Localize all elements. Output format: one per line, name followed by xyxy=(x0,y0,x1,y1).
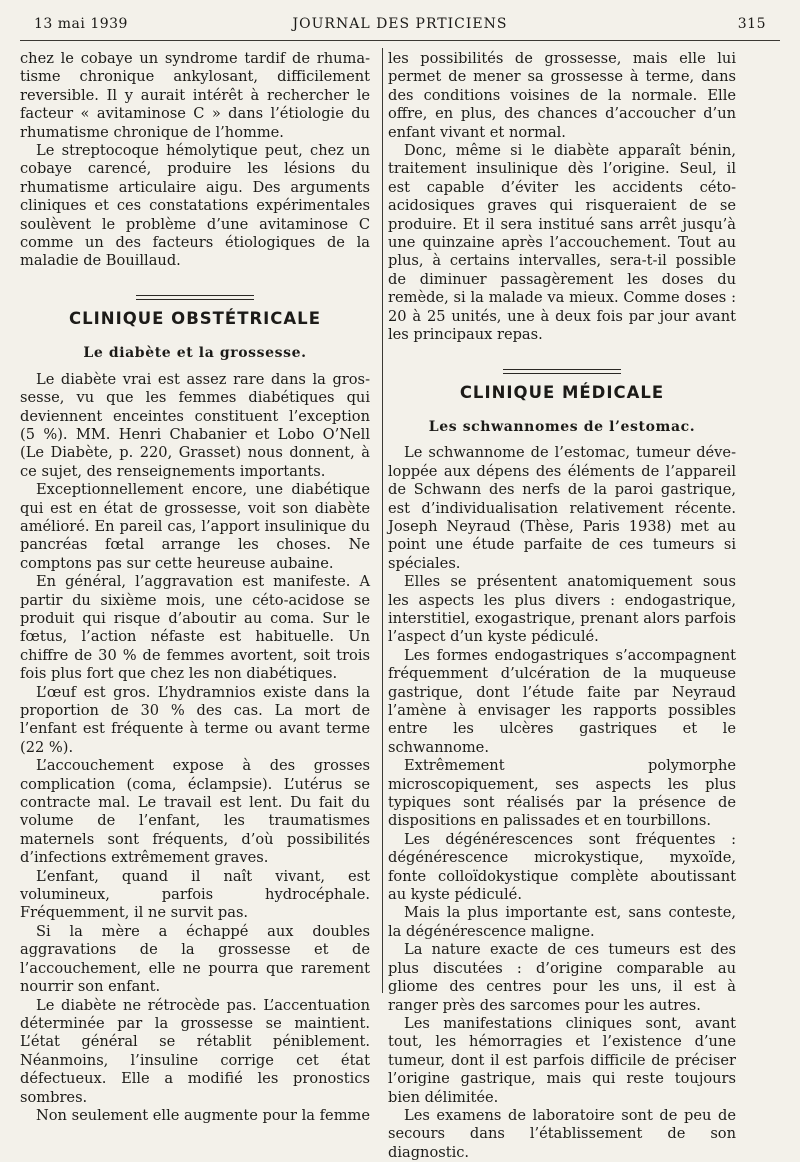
paragraph: Donc, même si le diabète apparaît bénin, traitement insulinique dès l’origine. Seul, il est capable d’éviter les accidents céto-acidosiques graves qui risqueraient de se produire. Et il sera institué sans arrêt jusqu’à une quinzaine après l’accouchement. Tout au plus, à certains intervalles, sera-t-il possible de diminuer passagèrement les doses du remède, si la malade va mieux. Comme doses : 20 à 25 unités, une à deux fois par jour avant les principaux repas. xyxy=(388,142,736,344)
left-column xyxy=(20,50,370,1125)
paragraph: Les manifestations cliniques sont, avant tout, les hémorragies et l’existence d’une tumeur, dont il est parfois difficile de préciser l’origine gastrique, mais qui reste toujours bien délimitée. xyxy=(388,1014,736,1106)
section-divider xyxy=(503,369,621,374)
paragraph: En général, l’aggravation est manifeste. A partir du sixième mois, une céto-acidose se produit qui risque d’aboutir au coma. Sur le fœtus, l’action néfaste est habituelle. Un chiffre de 30 % de femmes avortent, soit trois fois plus fort que chez les non diabétiques. xyxy=(20,573,370,683)
paragraph: L’œuf est gros. L’hydramnios existe dans la proportion de 30 % des cas. La mort de l’enfant est fréquente à terme ou avant terme (22 %). xyxy=(20,683,370,756)
section-divider xyxy=(136,295,254,300)
running-header xyxy=(34,16,766,38)
page-number: 315 xyxy=(737,16,766,32)
paragraph: Elles se présentent anatomiquement sous les aspects les plus divers : endogastrique, interstitiel, exogastrique, prenant alors parfois l’aspect d’un kyste pédiculé. xyxy=(388,573,736,646)
paragraph: Le diabète ne rétrocède pas. L’accentuation déterminée par la grossesse se maintient. L’état général se rétablit péniblement. Néanmoins, l’insuline corrige cet état défectueux. Elle a modifié les pronostics sombres. xyxy=(20,996,370,1106)
paragraph: chez le cobaye un syndrome tardif de rhumatisme chronique ankylosant, difficilement reversible. Il y aurait intérêt à rechercher le facteur « avitaminose C » dans l’étiologie du rhumatisme chronique de l’homme. xyxy=(20,50,370,141)
paragraph: Exceptionnellement encore, une diabétique qui est en état de grossesse, voit son diabète amélioré. En pareil cas, l’apport insulinique du pancréas fœtal arrange les choses. Ne comptons pas sur cette heureuse aubaine. xyxy=(20,481,370,572)
right-column xyxy=(388,50,736,1162)
article-title-diabete: Le diabète et la grossesse. xyxy=(83,345,307,362)
paragraph: Le schwannome de l’estomac, tumeur développée aux dépens des éléments de l’appareil de Schwann des nerfs de la paroi gastrique, est d’individualisation relativement récente. Joseph Neyraud (Thèse, Paris 1938) met au point une étude parfaite de ces tumeurs si spéciales. xyxy=(388,444,736,572)
header-date: 13 mai 1939 xyxy=(34,16,128,32)
paragraph: Les examens de laboratoire sont de peu de secours dans l’établissement de son diagnostic. xyxy=(388,1106,736,1161)
paragraph: Extrêmement polymorphe microscopiquement, ses aspects les plus typiques sont réalisés par la présence de dispositions en palissades et en tourbillons. xyxy=(388,757,736,830)
section-title-medicale: CLINIQUE MÉDICALE xyxy=(459,382,665,402)
header-rule xyxy=(20,40,780,41)
paragraph: Le diabète vrai est assez rare dans la grossesse, vu que les femmes diabétiques qui deviennent enceintes constituent l’exception (5 %). MM. Henri Chabanier et Lobo O’Nell (Le Diabète, p. 220, Grasset) nous donnent, à ce sujet, des renseignements importants. xyxy=(20,370,370,480)
paragraph: les possibilités de grossesse, mais elle lui permet de mener sa grossesse à terme, dans des conditions voisines de la normale. Elle offre, en plus, des chances d’accoucher d’un enfant vivant et normal. xyxy=(388,50,736,141)
column-divider xyxy=(382,48,383,993)
paragraph: La nature exacte de ces tumeurs est des plus discutées : d’origine comparable au gliome des centres pour les uns, il est à ranger près des sarcomes pour les autres. xyxy=(388,941,736,1014)
paragraph: Mais la plus importante est, sans conteste, la dégénérescence maligne. xyxy=(388,904,736,940)
paragraph: L’enfant, quand il naît vivant, est volumineux, parfois hydrocéphale. Fréquemment, il ne survit pas. xyxy=(20,867,370,922)
journal-title: JOURNAL DES PRTICIENS xyxy=(292,16,508,32)
paragraph: Les formes endogastriques s’accompagnent fréquemment d’ulcération de la muqueuse gastrique, dont l’étude faite par Neyraud l’amène à envisager les rapports possibles entre les ulcères gastriques et le schwannome. xyxy=(388,646,736,756)
paragraph: Les dégénérescences sont fréquentes : dégénérescence microkystique, myxoïde, fonte colloïdokystique complète aboutissant au kyste pédiculé. xyxy=(388,830,736,904)
paragraph: Si la mère a échappé aux doubles aggravations de la grossesse et de l’accouchement, elle ne pourra que rarement nourrir son enfant. xyxy=(20,922,370,996)
paragraph: Le streptocoque hémolytique peut, chez un cobaye carencé, produire les lésions du rhumatisme articulaire aigu. Des arguments cliniques et ces constatations expérimentales soulèvent le problème d’une avitaminose C comme un des facteurs étiologiques de la maladie de Bouillaud. xyxy=(20,142,370,270)
article-title-schwannomes: Les schwannomes de l’estomac. xyxy=(428,418,696,435)
section-title-obstetricale: CLINIQUE OBSTÉTRICALE xyxy=(69,308,321,328)
paragraph: L’accouchement expose à des grosses complication (coma, éclampsie). L’utérus se contracte mal. Le travail est lent. Du fait du volume de l’enfant, les traumatismes maternels sont fréquents, d’où possibilités d’infections extrêmement graves. xyxy=(20,757,370,867)
paragraph: Non seulement elle augmente pour la femme xyxy=(36,1106,371,1124)
